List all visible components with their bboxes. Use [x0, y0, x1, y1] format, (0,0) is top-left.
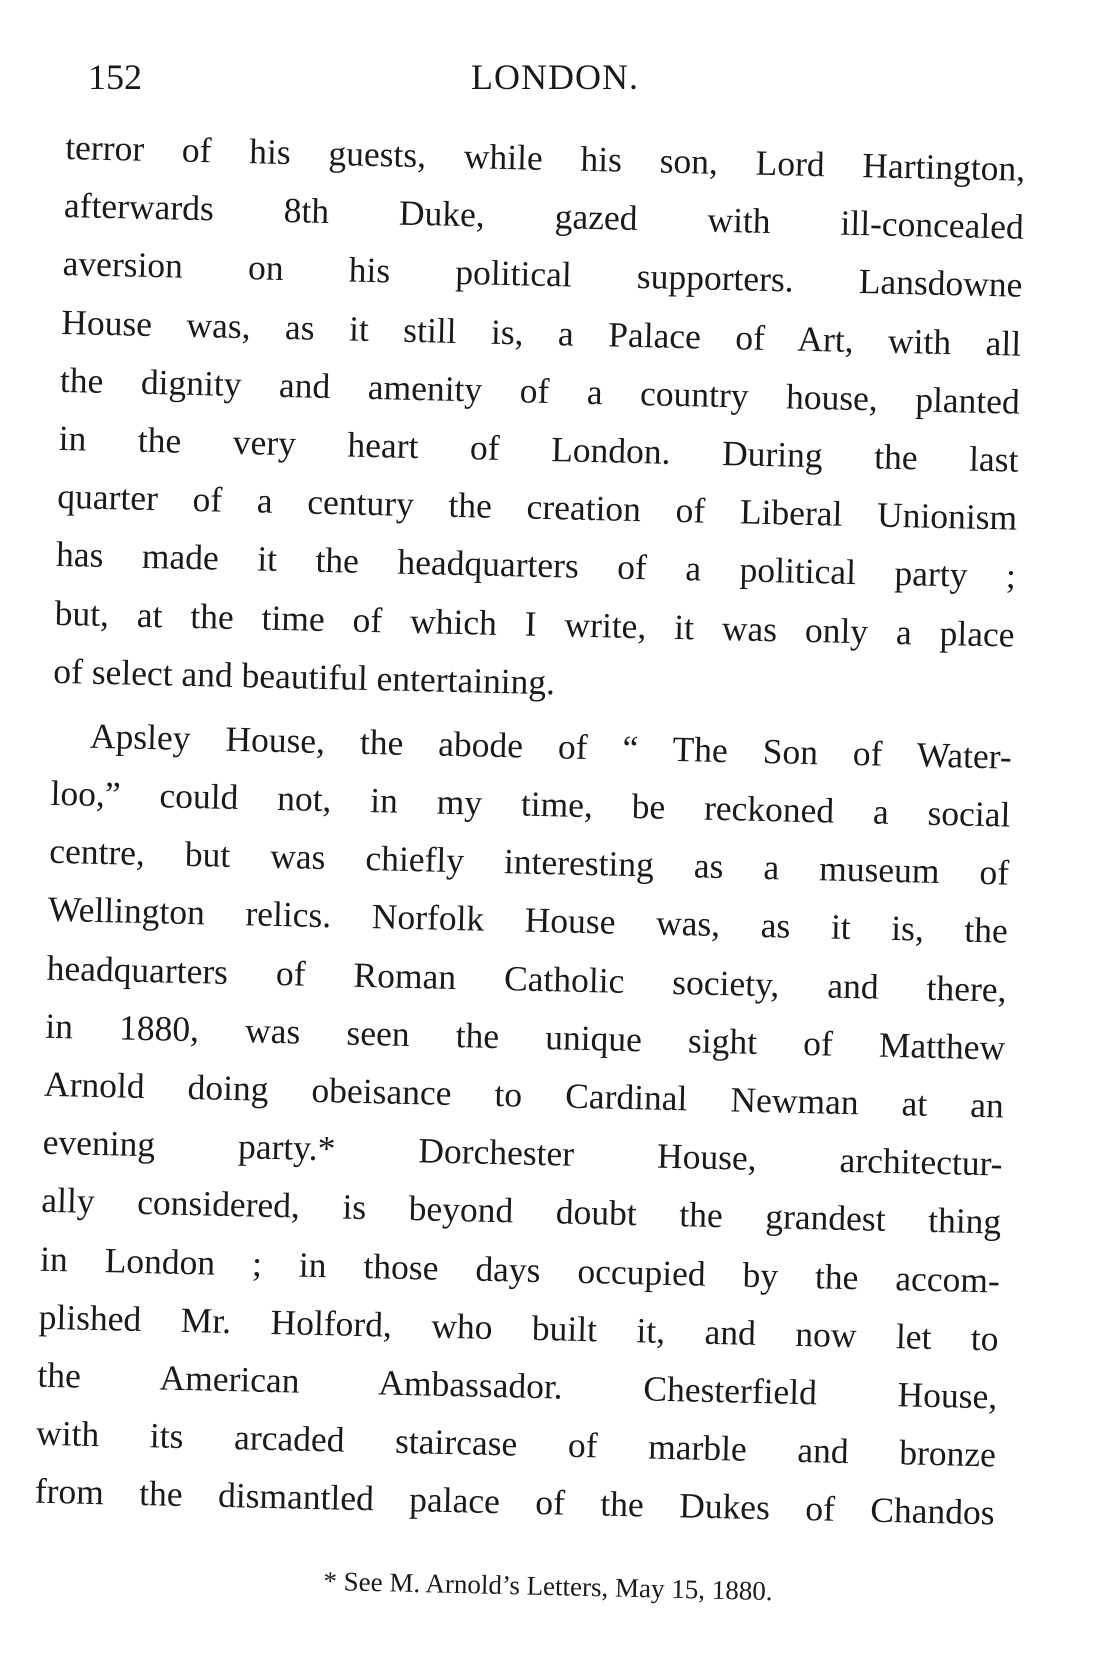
text-line: in the very heart of London. During the last: [58, 417, 1019, 480]
text-line: afterwards 8th Duke, gazed with ill-concealed: [63, 185, 1025, 247]
text-line: the American Ambassador. Chesterfield House,: [37, 1354, 998, 1417]
text-line: with its arcaded staircase of marble and bronze: [35, 1412, 997, 1475]
text-line: but, at the time of which I write, it was only a place: [54, 592, 1015, 655]
text-line: the dignity and amenity of a country house, planted: [59, 359, 1021, 422]
text-line: of select and beautiful entertaining.: [53, 650, 556, 702]
text-line: evening party.* Dorchester House, architectur-: [42, 1121, 1003, 1184]
paragraph-1: [53, 118, 1026, 722]
text-line: terror of his guests, while his son, Lord Hartington,: [64, 126, 1026, 189]
text-line: House was, as it still is, a Palace of Art, with all: [60, 301, 1022, 364]
text-line: has made it the headquarters of a political party ;: [55, 534, 1017, 596]
text-line: in London ; in those days occupied by the accom-: [39, 1238, 1001, 1301]
page-number: 152: [88, 57, 142, 97]
running-title: LONDON.: [471, 57, 639, 97]
body-text: [34, 118, 1026, 1542]
text-line: from the dismantled palace of the Dukes of Chandos: [34, 1470, 996, 1533]
paragraph-2: [34, 706, 1012, 1542]
running-head: [88, 52, 1022, 102]
text-line: ally considered, is beyond doubt the grandest thing: [40, 1180, 1002, 1242]
text-line: in 1880, was seen the unique sight of Matthew: [44, 1005, 1006, 1068]
text-line: quarter of a century the creation of Liberal Unionism: [56, 476, 1018, 538]
text-line: Arnold doing obeisance to Cardinal Newman at an: [43, 1063, 1005, 1126]
text-line: Apsley House, the abode of “ The Son of Water-: [89, 715, 1013, 777]
footnote: * See M. Arnold’s Letters, May 15, 1880.: [323, 1565, 773, 1607]
text-line: Wellington relics. Norfolk House was, as it is, the: [47, 889, 1009, 952]
text-line: plished Mr. Holford, who built it, and now let to: [38, 1296, 1000, 1359]
text-line: headquarters of Roman Catholic society, and there,: [46, 947, 1007, 1010]
text-line: centre, but was chiefly interesting as a museum of: [48, 831, 1010, 893]
text-line: aversion on his political supporters. Lansdowne: [62, 243, 1023, 306]
text-line: loo,” could not, in my time, be reckoned a social: [50, 772, 1011, 835]
